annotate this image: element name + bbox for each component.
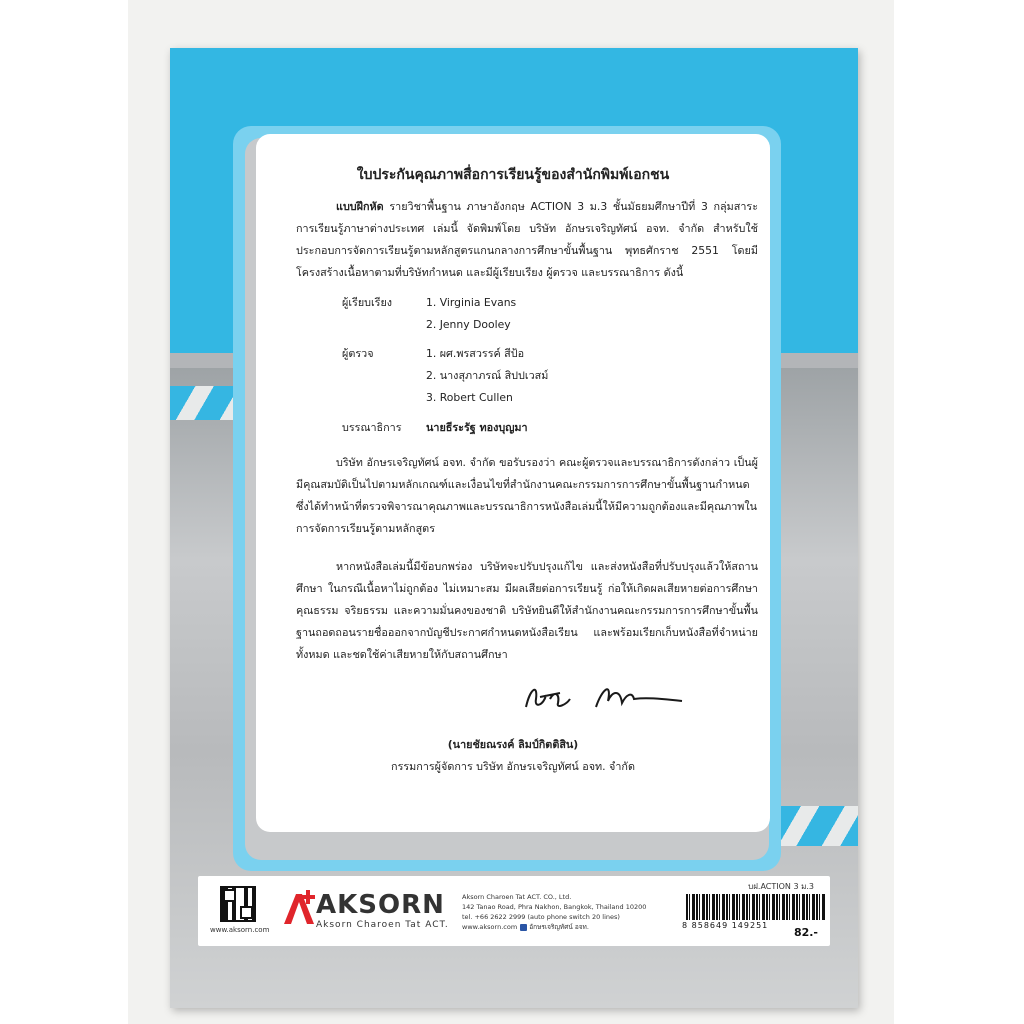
logo-subtitle: Aksorn Charoen Tat ACT. [316,920,449,930]
authors-label: ผู้เรียบเรียง [342,296,393,309]
card-title: ใบประกันคุณภาพสื่อการเรียนรู้ของสำนักพิมพ์เอกชน [356,167,670,183]
liability-paragraph [296,556,758,666]
editor-label: บรรณาธิการ [342,421,402,434]
company-name: Aksorn Charoen Tat ACT. CO., Ltd. [462,893,572,901]
barcode [686,894,826,920]
intro-text: รายวิชาพื้นฐาน ภาษาอังกฤษ ACTION 3 ม.3 ชั้นมัธยมศึกษาปีที่ 3 กลุ่มสาระการเรียนรู้ภาษาต่างประเทศ เล่มนี้ จัดพิมพ์โดย บริษัท อักษรเจริญทัศน์ อจท. จำกัด สำหรับใช้ประกอบการจัดการเรียนรู้ตามหลักสูตรแกนกลางการศึกษาขั้นพื้นฐาน พุทธศักราช 2551 โดยมีโครงสร้างเนื้อหาตามที่บริษัทกำหนด และมีผู้เรียบเรียง ผู้ตรวจ และบรรณาธิการ ดังนี้ [296,200,758,279]
website-small: www.aksorn.com [210,926,270,934]
facebook-icon [520,924,527,931]
background-left [0,0,128,1024]
facebook-name: อักษรเจริญทัศน์ อจท. [529,923,589,931]
address-line: 142 Tanao Road, Phra Nakhon, Bangkok, Thailand 10200 [462,903,647,911]
authors-row-2 [342,314,511,336]
reviewers-row-2 [342,365,548,387]
qr-code [220,886,256,922]
web-line [462,922,646,932]
publisher-address [462,892,646,932]
website: www.aksorn.com [462,923,518,931]
reviewer-name: 1. ผศ.พรสวรรค์ สีป้อ [426,347,525,360]
editor-name: นายธีระรัฐ ทองบุญมา [426,421,528,434]
price: 82.- [793,926,818,939]
background-right [894,0,1024,1024]
signer-name: (นายชัยณรงค์ ลิมป์กิตติสิน) [447,738,579,751]
book-back-cover [170,48,858,1008]
authors-row-1 [342,292,516,314]
intro-paragraph [296,196,758,284]
signer-title: กรรมการผู้จัดการ บริษัท อักษรเจริญทัศน์ อจท. จำกัด [391,760,635,773]
reviewers-row-3 [342,387,513,409]
editor-row [342,417,528,439]
publisher-label [198,876,830,946]
quality-assurance-card [256,134,770,832]
author-name: 1. Virginia Evans [426,296,517,309]
reviewer-name: 2. นางสุภาภรณ์ สิปปเวสม์ [426,369,549,382]
book-code: บฝ.ACTION 3 ม.3 [748,882,814,891]
reviewers-row-1 [342,343,524,365]
certification-paragraph [296,452,758,540]
reviewer-name: 3. Robert Cullen [426,391,513,404]
intro-lead: แบบฝึกหัด [336,200,384,213]
author-name: 2. Jenny Dooley [426,318,511,331]
aksorn-logo-icon [280,888,320,928]
liability-text: หากหนังสือเล่มนี้มีข้อบกพร่อง บริษัทจะปรับปรุงแก้ไข และส่งหนังสือที่ปรับปรุงแล้วให้สถานศึกษา ในกรณีเนื้อหาไม่ถูกต้อง ไม่เหมาะสม มีผลเสียต่อการเรียนรู้ ก่อให้เกิดผลเสียหายต่อการศึกษา คุณธรรม จริยธรรม และความมั่นคงของชาติ บริษัทยินดีให้สำนักงานคณะกรรมการการศึกษาขั้นพื้นฐานถอดถอนรายชื่อออกจากบัญชีประกาศกำหนดหนังสือเรียน และพร้อมเรียกเก็บหนังสือที่จำหน่ายทั้งหมด และชดใช้ค่าเสียหายให้กับสถานศึกษา [296,560,758,661]
certification-text: บริษัท อักษรเจริญทัศน์ อจท. จำกัด ขอรับรองว่า คณะผู้ตรวจและบรรณาธิการดังกล่าว เป็นผู้มีคุณสมบัติเป็นไปตามหลักเกณฑ์และเงื่อนไขที่สำนักงานคณะกรรมการการศึกษาขั้นพื้นฐานกำหนด ซึ่งได้ทำหน้าที่ตรวจพิจารณาคุณภาพและบรรณาธิการหนังสือเล่มนี้ให้มีความถูกต้องและมีคุณภาพในการจัดการเรียนรู้ตามหลักสูตร [296,456,758,535]
signature [516,669,686,719]
barcode-number: 8 858649 149251 [682,921,769,930]
reviewers-label: ผู้ตรวจ [342,347,374,360]
logo-text: AKSORN [316,890,445,920]
phone-line: tel. +66 2622 2999 (auto phone switch 20 lines) [462,913,620,921]
